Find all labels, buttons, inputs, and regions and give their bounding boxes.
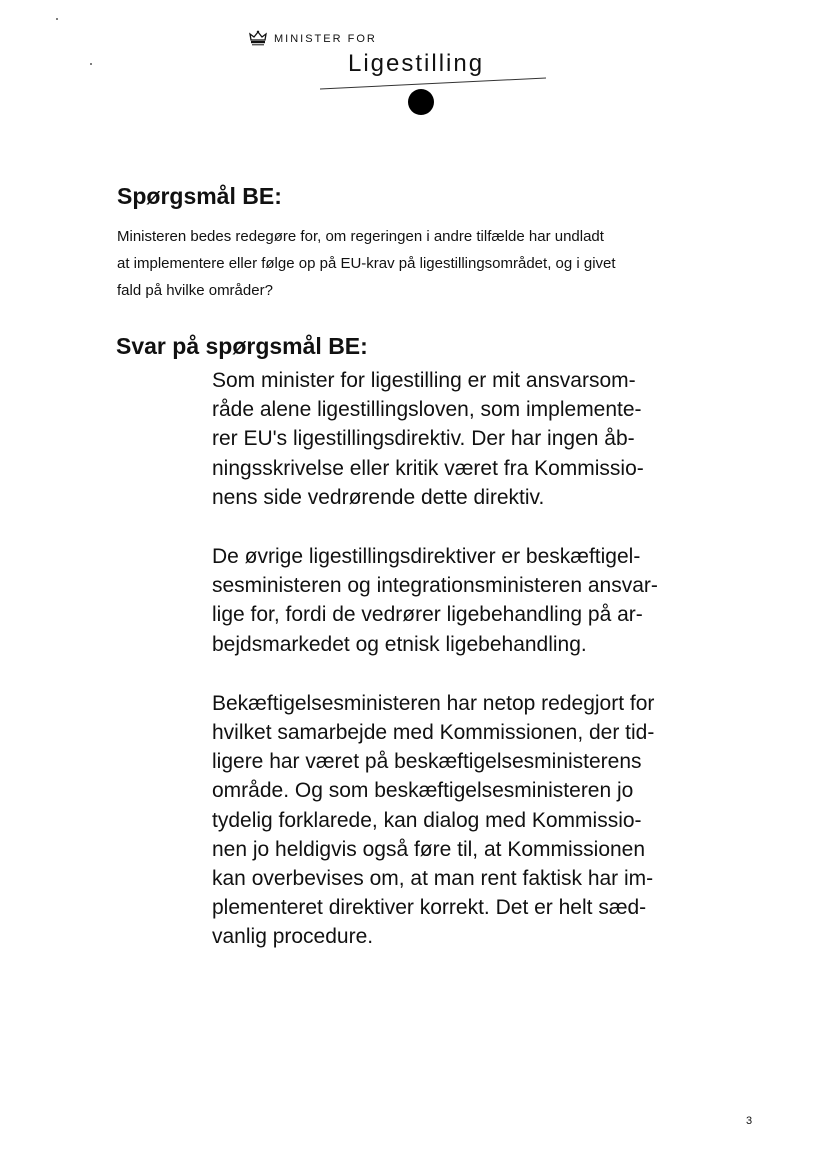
answer-line: nen jo heldigvis også føre til, at Kommissionen [212,837,646,861]
answer-line: ligere har været på beskæftigelsesministerens [212,750,642,774]
answer-line: plementeret direktiver korrekt. Det er helt sæd- [212,896,647,920]
answer-paragraph [212,542,732,659]
answer-line: vanlig procedure. [212,925,374,949]
page-number: 3 [746,1115,753,1127]
logo-rule [320,77,546,91]
answer-line: kan overbevises om, at man rent faktisk har im- [212,867,654,891]
answer-line: nens side vedrørende dette direktiv. [212,485,545,509]
answer-paragraph [212,689,732,952]
logo-dot [408,89,434,115]
answer-line: rer EU's ligestillingsdirektiv. Der har ingen åb- [212,427,635,451]
question-heading: Spørgsmål BE: [117,183,282,209]
question-line: fald på hvilke områder? [117,282,273,299]
answer-line: ningsskrivelse eller kritik været fra Kommissio- [212,456,644,480]
answer-heading: Svar på spørgsmål BE: [116,333,368,359]
answer-line: De øvrige ligestillingsdirektiver er beskæftigel- [212,545,641,569]
scan-speck [56,18,58,20]
answer-line: område. Og som beskæftigelsesministeren jo [212,779,634,803]
answer-line: hvilket samarbejde med Kommissionen, der tid- [212,721,655,745]
question-text [117,223,717,304]
question-line: at implementere eller følge op på EU-krav på ligestillingsområdet, og i givet [117,255,616,272]
answer-line: lige for, fordi de vedrører ligebehandling på ar- [212,603,643,627]
answer-line: Bekæftigelsesministeren har netop redegjort for [212,691,655,715]
answer-line: Som minister for ligestilling er mit ansvarsom- [212,369,636,392]
answer-line: bejdsmarkedet og etnisk ligebehandling. [212,632,587,656]
answer-line: tydelig forklarede, kan dialog med Kommissio- [212,808,642,832]
answer-line: sesministeren og integrationsministeren ansvar- [212,574,658,598]
answer-paragraph [212,366,732,512]
ministry-name: Ligestilling [348,50,485,77]
answer-line: råde alene ligestillingsloven, som implemente- [212,398,642,422]
scan-speck [90,63,92,65]
crown-icon [249,30,267,46]
answer-text [212,366,732,982]
ministry-kicker: MINISTER FOR [274,33,377,45]
question-line: Ministeren bedes redegøre for, om regeringen i andre tilfælde har undladt [117,228,604,245]
